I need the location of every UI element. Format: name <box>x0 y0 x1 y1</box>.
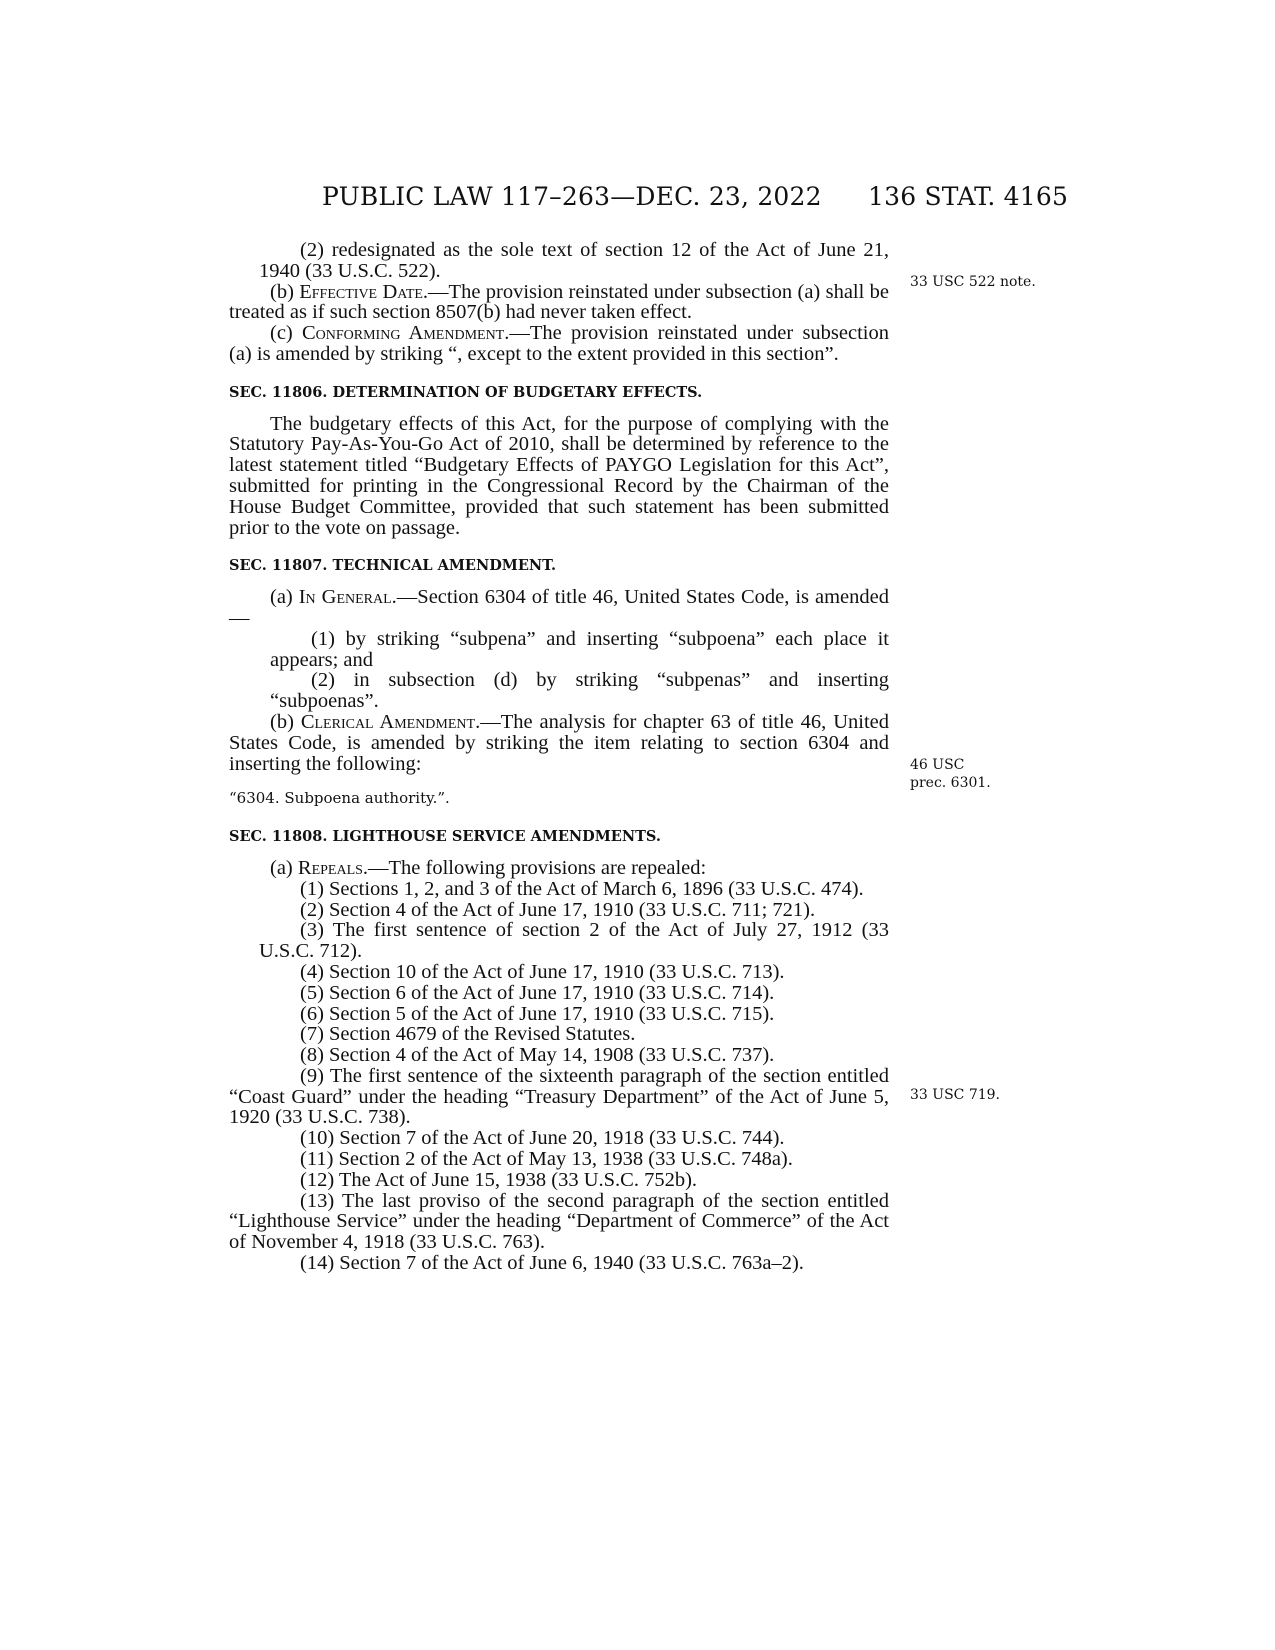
section-text-11806: The budgetary effects of this Act, for the purpose of complying with the Statutory Pay-As-You-Go Act of 2010, shall be determined by reference to the latest statement titled “Budgetary Effects of PAYGO Legislation for this Act”, submitted for printing in the Congressional Record by the Chairman of the House Budget Committee, provided that such statement has been submitted prior to the vote on passage. <box>229 412 889 539</box>
margin-note-33-usc-522-note: 33 USC 522 note. <box>910 274 1036 290</box>
page-header <box>0 182 1275 222</box>
document-body <box>229 240 889 1274</box>
section-heading-11807: SEC. 11807. TECHNICAL AMENDMENT. <box>229 557 557 575</box>
margin-note-line: prec. 6301. <box>910 775 991 791</box>
list-item: (2) Section 4 of the Act of June 17, 1910 (33 U.S.C. 711; 721). <box>300 898 816 921</box>
subparagraph-2: (2) in subsection (d) by striking “subpenas” and inserting “subpoenas”. <box>270 669 889 713</box>
paragraph-in-general <box>229 587 889 629</box>
paragraph-text: .—The analysis for chapter 63 of title 46, United States Code, is amended by striking the item relating to section 6304 and inserting the following: <box>229 710 890 775</box>
list-item: (11) Section 2 of the Act of May 13, 1938 (33 U.S.C. 748a). <box>300 1148 793 1171</box>
list-item: (5) Section 6 of the Act of June 17, 1910 (33 U.S.C. 714). <box>300 981 775 1004</box>
list-item: (14) Section 7 of the Act of June 6, 1940 (33 U.S.C. 763a–2). <box>300 1252 804 1275</box>
margin-note-33-usc-719: 33 USC 719. <box>910 1087 1000 1103</box>
list-item: (9) The first sentence of the sixteenth paragraph of the section entitled “Coast Guard” under the heading “Treasury Department” of the Act of June 5, 1920 (33 U.S.C. 738). <box>229 1064 889 1129</box>
paragraph-repeals <box>229 858 889 879</box>
list-item: (6) Section 5 of the Act of June 17, 1910 (33 U.S.C. 715). <box>300 1002 775 1025</box>
inserted-item: “6304. Subpoena authority.”. <box>229 789 450 808</box>
paragraph-caption: Repeals <box>297 856 363 879</box>
paragraph-text: .—The provision reinstated under subsection (a) shall be treated as if such section 8507(b) had never taken effect. <box>229 280 889 324</box>
paragraph-caption: Effective Date <box>299 280 423 303</box>
subparagraph-1: (1) by striking “subpena” and inserting “subpoena” each place it appears; and <box>270 627 889 671</box>
paragraph-label: (a) <box>270 856 298 879</box>
list-item: (10) Section 7 of the Act of June 20, 1918 (33 U.S.C. 744). <box>300 1127 785 1150</box>
margin-note-line: 46 USC <box>910 757 965 773</box>
paragraph-caption: In General <box>298 586 392 609</box>
paragraph-text: .—The following provisions are repealed: <box>362 856 707 879</box>
paragraph-caption: Conforming Amendment <box>301 322 505 345</box>
margin-note-46-usc-prec-6301 <box>910 756 991 792</box>
paragraph-effective-date <box>229 282 889 324</box>
paragraph-label: (c) <box>270 322 302 345</box>
paragraph-redesignated: (2) redesignated as the sole text of section 12 of the Act of June 21, 1940 (33 U.S.C. 522). <box>259 239 889 282</box>
paragraph-label: (b) <box>270 280 300 303</box>
repealed-provisions-list <box>229 879 889 1274</box>
paragraph-clerical-amendment <box>229 712 889 774</box>
list-item: (7) Section 4679 of the Revised Statutes. <box>300 1023 636 1046</box>
list-item: (3) The first sentence of section 2 of the Act of July 27, 1912 (33 U.S.C. 712). <box>259 919 889 963</box>
paragraph-text: .—Section 6304 of title 46, United States Code, is amended— <box>229 586 889 629</box>
list-item: (1) Sections 1, 2, and 3 of the Act of March 6, 1896 (33 U.S.C. 474). <box>300 877 864 900</box>
list-item: (4) Section 10 of the Act of June 17, 1910 (33 U.S.C. 713). <box>300 960 785 983</box>
paragraph-caption: Clerical Amendment <box>300 710 476 733</box>
paragraph-label: (b) <box>270 710 301 733</box>
paragraph-text: .—The provision reinstated under subsection (a) is amended by striking “, except to the extent provided in this section”. <box>229 322 889 365</box>
list-item: (13) The last proviso of the second paragraph of the section entitled “Lighthouse Service” under the heading “Department of Commerce” of the Act of November 4, 1918 (33 U.S.C. 763). <box>229 1189 889 1254</box>
paragraph-label: (a) <box>270 586 299 609</box>
section-heading-11806: SEC. 11806. DETERMINATION OF BUDGETARY EFFECTS. <box>229 383 703 401</box>
header-title: PUBLIC LAW 117–263—DEC. 23, 2022 <box>322 182 822 211</box>
paragraph-conforming-amendment <box>229 323 889 365</box>
section-heading-11808: SEC. 11808. LIGHTHOUSE SERVICE AMENDMENTS. <box>229 828 661 846</box>
header-page-number: 136 STAT. 4165 <box>868 182 1069 211</box>
list-item: (12) The Act of June 15, 1938 (33 U.S.C. 752b). <box>300 1168 698 1191</box>
list-item: (8) Section 4 of the Act of May 14, 1908 (33 U.S.C. 737). <box>300 1044 775 1067</box>
